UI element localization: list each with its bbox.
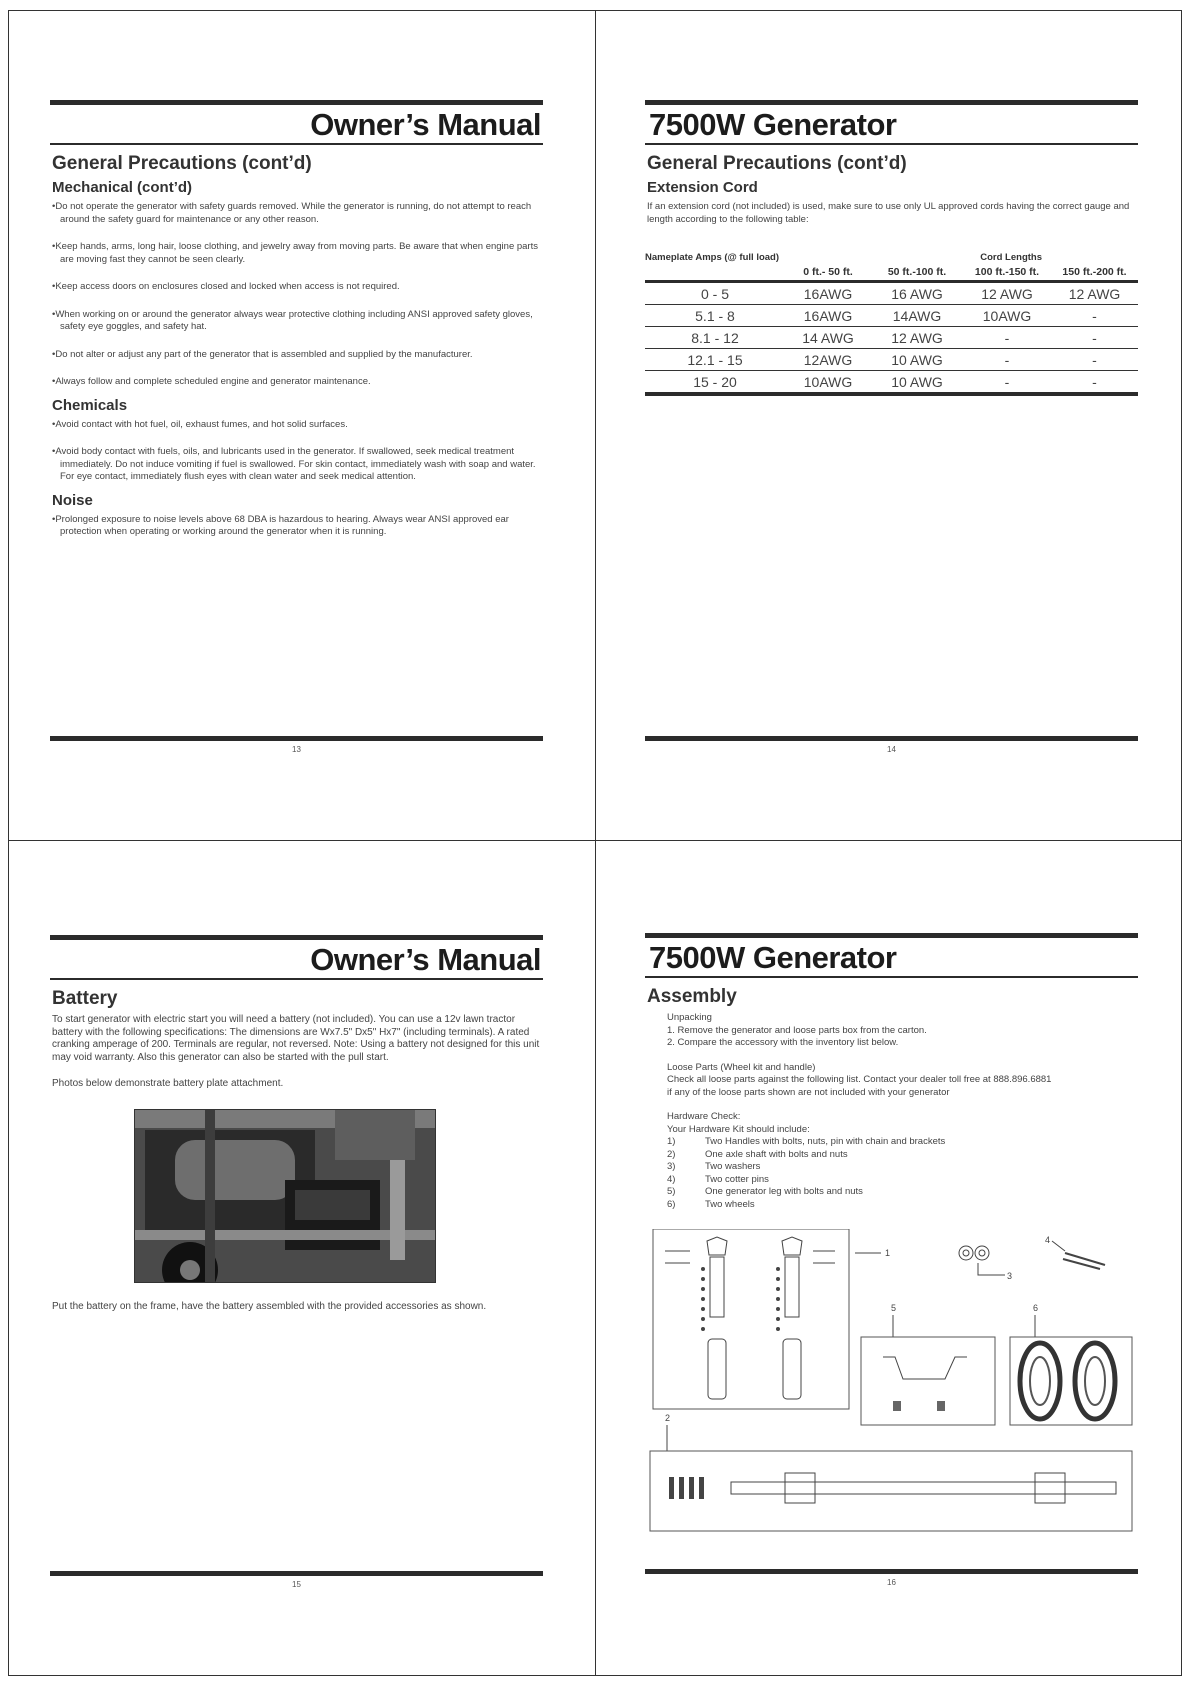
header-rule	[645, 976, 1138, 978]
table-cell: 12 AWG	[981, 285, 1033, 302]
table-right-header: Cord Lengths	[980, 252, 1042, 263]
page-number: 16	[887, 1578, 896, 1587]
axle-shaft	[731, 1482, 1116, 1494]
table-cell: -	[1004, 329, 1010, 346]
subsection-title: Chemicals	[52, 396, 128, 414]
loose-parts-text: Check all loose parts against the following list. Contact your dealer toll free at 888.896.6881	[667, 1074, 1052, 1085]
table-cell: -	[1092, 373, 1097, 390]
table-cell: 10AWG	[982, 307, 1032, 324]
column-header: 150 ft.-200 ft.	[1062, 266, 1127, 278]
section-title: Battery	[52, 988, 118, 1009]
table-row	[645, 305, 1138, 327]
hardware-item: 4) Two cotter pins	[667, 1173, 769, 1185]
table-cell: 10 AWG	[891, 373, 943, 390]
table-cell: 12 AWG	[1068, 285, 1121, 302]
bullet-item: • Do not alter or adjust any part of the generator that is assembled and supplied by the manufacturer.	[50, 349, 543, 362]
page-footer	[50, 1571, 543, 1589]
page-number: 14	[887, 745, 896, 754]
footer-rule	[645, 1569, 1138, 1574]
table-group-header	[645, 252, 1138, 263]
battery-text: To start generator with electric start you will need a battery (not included). You can use a 12v lawn tractor battery with the following specifications: The dimensions are Wx7.5" Dx5" Hx7" (including terminals). A rated cranking amperage of 200. Terminals are regular, not reversed. Note: Using a battery not designed for this unit may void warranty. Also this generator can also be started with the pull start.	[52, 1014, 540, 1063]
hardware-item: 2) One axle shaft with bolts and nuts	[667, 1148, 848, 1160]
section-title: Assembly	[647, 986, 737, 1007]
header-rule	[645, 100, 1138, 105]
hardware-title: Hardware Check:	[667, 1111, 741, 1122]
bullet-item: • Keep hands, arms, long hair, loose clothing, and jewelry away from moving parts. Be aware that when engine parts are moving fast they cannot be seen clearly.	[50, 241, 543, 266]
handles-box	[653, 1229, 849, 1409]
table-cell: 0 - 5	[700, 285, 729, 302]
axle-box	[650, 1451, 1132, 1531]
header-rule	[50, 100, 543, 105]
hardware-item: 3) Two washers	[667, 1161, 761, 1172]
table-cell: 5.1 - 8	[695, 307, 735, 324]
page-16	[645, 933, 1138, 1587]
table-cell: 12AWG	[803, 351, 853, 368]
table-column-headers	[645, 266, 1138, 278]
page-footer	[645, 1569, 1138, 1587]
table-cell: 16AWG	[803, 307, 853, 324]
parts-diagram	[645, 1229, 1138, 1569]
section-title: General Precautions (cont’d)	[52, 153, 312, 174]
label-4: 4	[1045, 1235, 1051, 1245]
column-header: 0 ft.- 50 ft.	[803, 266, 853, 278]
page-13	[50, 100, 543, 754]
table-cell: -	[1092, 351, 1097, 368]
header-rule	[50, 935, 543, 940]
header-rule	[50, 978, 543, 980]
table-cell: 10AWG	[803, 373, 853, 390]
table-row	[645, 349, 1138, 371]
table-bottom-rule	[645, 392, 1138, 396]
page-header: 7500W Generator	[649, 107, 897, 142]
page-number: 13	[292, 745, 301, 754]
axle-bolts	[669, 1477, 704, 1499]
header-rule	[645, 933, 1138, 938]
page-header: Owner’s Manual	[310, 942, 541, 977]
hardware-intro: Your Hardware Kit should include:	[667, 1123, 810, 1135]
label-3: 3	[1007, 1271, 1013, 1281]
footer-rule	[50, 1571, 543, 1576]
table-cell: 15 - 20	[693, 373, 737, 390]
bullet-item: • Do not operate the generator with safety guards removed. While the generator is running, do not attempt to reach around the safety guard for maintenance or any other reason.	[50, 201, 543, 226]
washer	[959, 1246, 973, 1260]
header-rule	[50, 143, 543, 145]
column-header: 50 ft.-100 ft.	[887, 266, 947, 278]
bullet-item: • When working on or around the generator always wear protective clothing including ANSI approved safety gloves, safety eye goggles, and safety hat.	[50, 309, 543, 334]
table-cell: 12 AWG	[891, 329, 943, 346]
table-cell: -	[1004, 373, 1010, 390]
wheel	[1020, 1343, 1060, 1419]
table-cell: 16 AWG	[891, 285, 943, 302]
table-row	[645, 327, 1138, 349]
page-14	[645, 100, 1138, 754]
table-cell: 10 AWG	[891, 351, 943, 368]
handle-drawings	[665, 1237, 835, 1399]
subsection-title: Noise	[52, 491, 93, 509]
page-header: Owner’s Manual	[310, 107, 541, 142]
vertical-divider	[595, 10, 596, 1676]
wheel	[1075, 1343, 1115, 1419]
leg-drawing	[883, 1357, 967, 1379]
intro-text: If an extension cord (not included) is used, make sure to use only UL approved cords having the correct gauge and length according to the following table:	[647, 201, 1130, 225]
hardware-item: 6) Two wheels	[667, 1198, 755, 1210]
table-cell: 14AWG	[892, 307, 942, 324]
label-1: 1	[885, 1248, 891, 1258]
bullet-item: • Avoid body contact with fuels, oils, and lubricants used in the generator. If swallowed, seek medical treatment immediately. Do not induce vomiting if fuel is swallowed. For skin contact, immediately wash with soap and water. For eye contact, immediately flush eyes with clean water and seek medical attention.	[50, 446, 543, 484]
assembly-text	[667, 1012, 1138, 1211]
label-6: 6	[1033, 1303, 1039, 1313]
table-cell: 8.1 - 12	[691, 329, 739, 346]
subsection-title: Extension Cord	[647, 179, 758, 196]
table-cell: 12.1 - 15	[687, 351, 743, 368]
horizontal-divider	[8, 840, 1182, 841]
table-cell: -	[1092, 329, 1097, 346]
loose-parts-title: Loose Parts (Wheel kit and handle)	[667, 1061, 816, 1073]
footer-rule	[50, 736, 543, 741]
bullet-item: • Prolonged exposure to noise levels above 68 DBA is hazardous to hearing. Always wear ANSI approved ear protection when operating or working around the generator when it is running.	[50, 514, 543, 539]
cotter-pin	[1065, 1253, 1105, 1265]
hardware-item: 1) Two Handles with bolts, nuts, pin with chain and brackets	[667, 1136, 946, 1147]
hardware-item: 5) One generator leg with bolts and nuts	[667, 1186, 863, 1197]
page-15	[50, 935, 543, 1589]
table-cell: -	[1004, 351, 1010, 368]
bullet-item: • Avoid contact with hot fuel, oil, exhaust fumes, and hot solid surfaces.	[50, 419, 543, 432]
header-rule	[645, 143, 1138, 145]
label-5: 5	[891, 1303, 897, 1313]
table-row	[645, 371, 1138, 392]
battery-photo	[134, 1109, 436, 1283]
page-header: 7500W Generator	[649, 940, 897, 975]
unpacking-title: Unpacking	[667, 1012, 712, 1023]
bullet-item: • Always follow and complete scheduled engine and generator maintenance.	[50, 376, 543, 389]
loose-parts-text: if any of the loose parts shown are not included with your generator	[667, 1086, 950, 1098]
table-row	[645, 283, 1138, 305]
bullet-item: • Keep access doors on enclosures closed and locked when access is not required.	[50, 281, 543, 294]
section-title: General Precautions (cont’d)	[647, 153, 907, 174]
leg-box	[861, 1337, 995, 1425]
table-cell: 14 AWG	[802, 329, 854, 346]
column-header: 100 ft.-150 ft.	[974, 266, 1040, 278]
table-cell: -	[1092, 307, 1097, 324]
page-footer	[50, 736, 543, 754]
unpacking-step: 1. Remove the generator and loose parts box from the carton.	[667, 1024, 927, 1036]
table-left-header: Nameplate Amps (@ full load)	[645, 252, 780, 263]
label-2: 2	[665, 1413, 671, 1423]
handle-chains	[701, 1267, 780, 1331]
footer-rule	[645, 736, 1138, 741]
photo-caption: Photos below demonstrate battery plate attachment.	[52, 1078, 284, 1089]
page-footer	[645, 736, 1138, 754]
table-cell: 16AWG	[803, 285, 853, 302]
generator-battery-image	[135, 1110, 435, 1282]
washer	[975, 1246, 989, 1260]
cotter-pin	[1063, 1259, 1100, 1269]
page-number: 15	[292, 1580, 301, 1589]
subsection-title: Mechanical (cont’d)	[52, 179, 193, 196]
battery-instruction: Put the battery on the frame, have the battery assembled with the provided accessories as shown.	[52, 1300, 487, 1312]
unpacking-step: 2. Compare the accessory with the inventory list below.	[667, 1037, 899, 1048]
leader-line-3	[978, 1263, 1005, 1275]
